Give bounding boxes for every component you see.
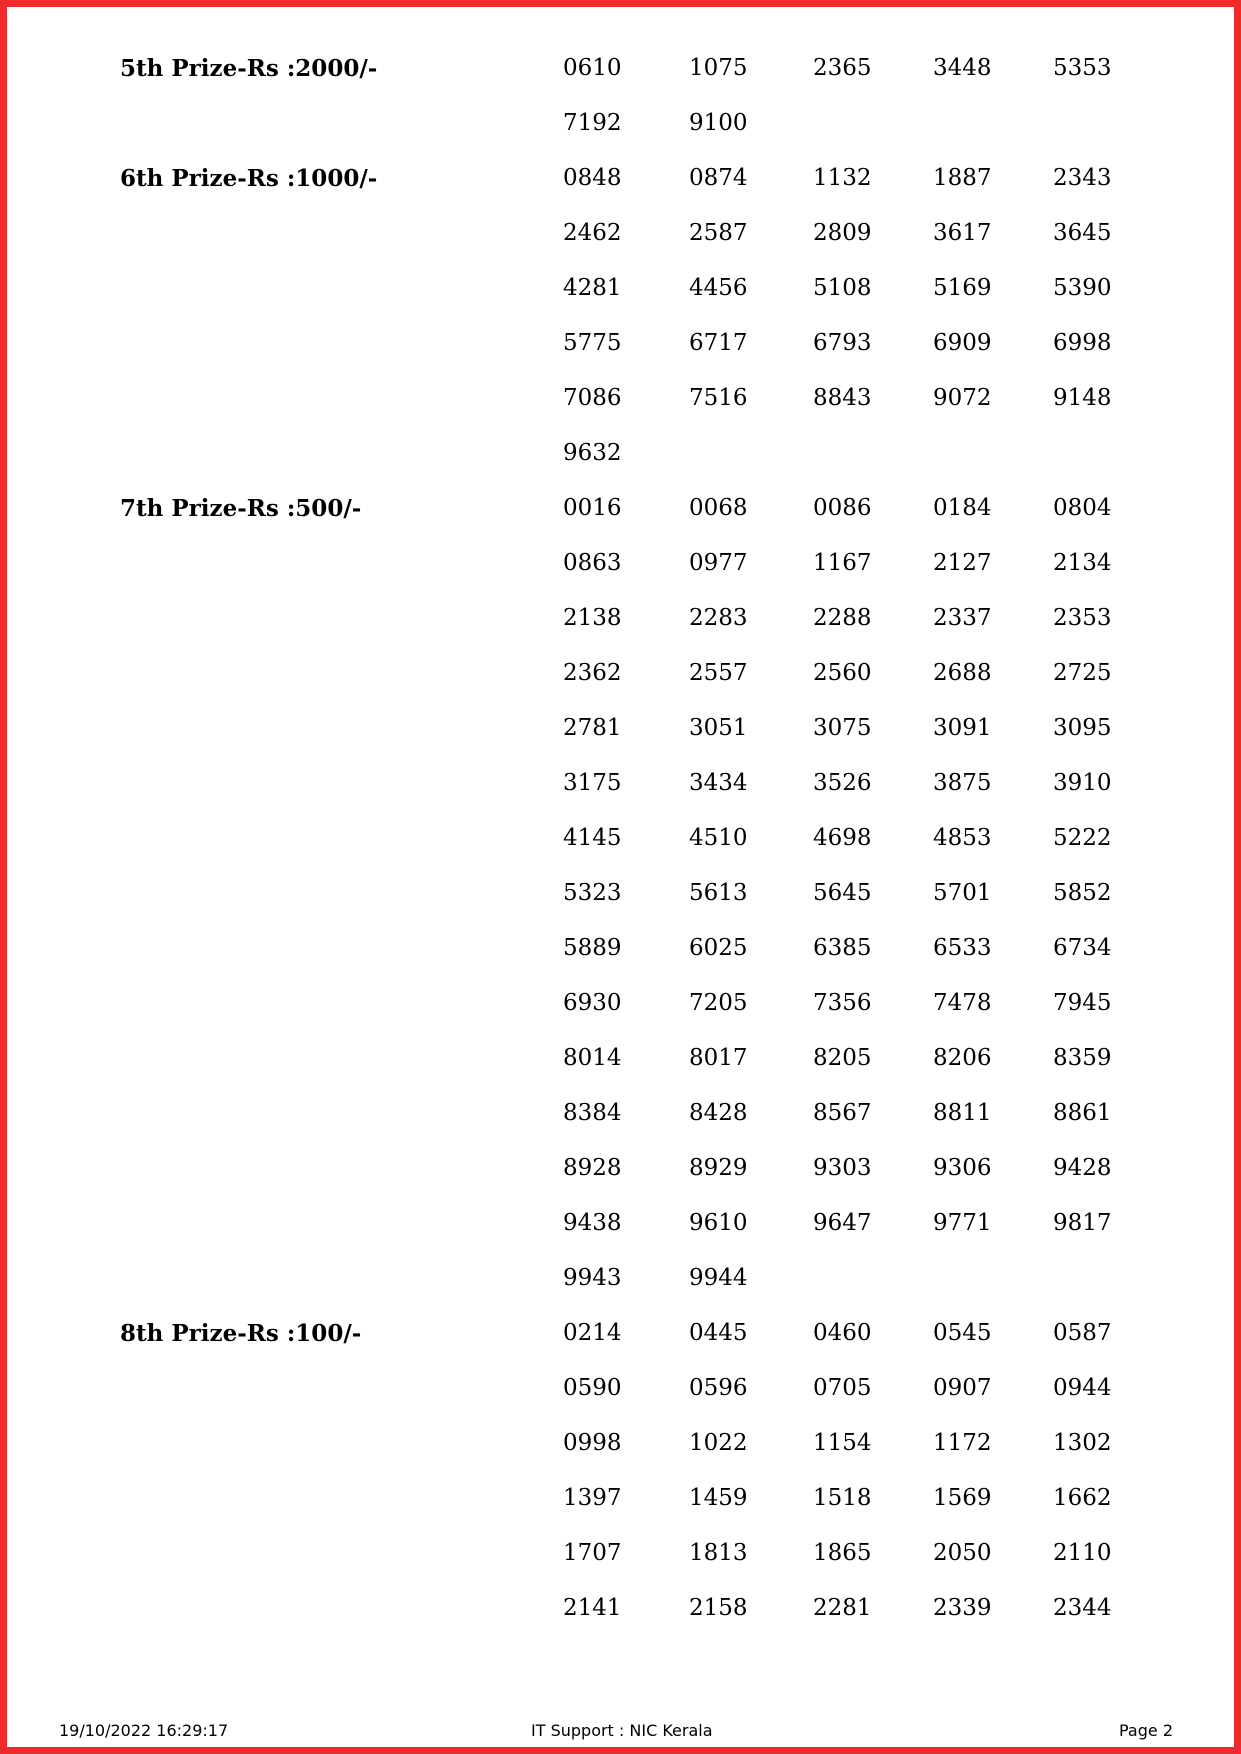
prize-row <box>7 262 1234 317</box>
footer-it-support: IT Support : NIC Kerala <box>531 1721 713 1740</box>
winning-number: 1075 <box>689 55 748 81</box>
winning-number: 2557 <box>689 660 748 686</box>
winning-number: 9632 <box>563 440 622 466</box>
winning-number: 3091 <box>933 715 992 741</box>
winning-number: 9438 <box>563 1210 622 1236</box>
prize-row <box>7 1197 1234 1252</box>
winning-number: 9148 <box>1053 385 1112 411</box>
winning-number: 1813 <box>689 1540 748 1566</box>
prize-label: 8th Prize-Rs :100/- <box>120 1320 362 1347</box>
winning-number: 3434 <box>689 770 748 796</box>
winning-number: 8205 <box>813 1045 872 1071</box>
winning-number: 4698 <box>813 825 872 851</box>
winning-number: 0705 <box>813 1375 872 1401</box>
winning-number: 0016 <box>563 495 622 521</box>
winning-number: 2809 <box>813 220 872 246</box>
prize-row <box>7 1142 1234 1197</box>
winning-number: 0445 <box>689 1320 748 1346</box>
winning-number: 0874 <box>689 165 748 191</box>
winning-number: 3875 <box>933 770 992 796</box>
winning-number: 4853 <box>933 825 992 851</box>
winning-number: 9610 <box>689 1210 748 1236</box>
winning-number: 5169 <box>933 275 992 301</box>
winning-number: 2288 <box>813 605 872 631</box>
winning-number: 2339 <box>933 1595 992 1621</box>
prize-row <box>7 152 1234 207</box>
winning-number: 3051 <box>689 715 748 741</box>
prize-row <box>7 702 1234 757</box>
winning-number: 7516 <box>689 385 748 411</box>
winning-number: 0944 <box>1053 1375 1112 1401</box>
winning-number: 1662 <box>1053 1485 1112 1511</box>
prize-row <box>7 427 1234 482</box>
prize-row <box>7 1472 1234 1527</box>
winning-number: 4456 <box>689 275 748 301</box>
winning-number: 6998 <box>1053 330 1112 356</box>
prize-row <box>7 757 1234 812</box>
winning-number: 0863 <box>563 550 622 576</box>
winning-number: 2337 <box>933 605 992 631</box>
winning-number: 8811 <box>933 1100 992 1126</box>
winning-number: 8928 <box>563 1155 622 1181</box>
winning-number: 5852 <box>1053 880 1112 906</box>
winning-number: 8843 <box>813 385 872 411</box>
winning-number: 3910 <box>1053 770 1112 796</box>
winning-number: 9428 <box>1053 1155 1112 1181</box>
prize-row <box>7 1252 1234 1307</box>
winning-number: 6717 <box>689 330 748 356</box>
prize-row <box>7 372 1234 427</box>
winning-number: 2283 <box>689 605 748 631</box>
winning-number: 2158 <box>689 1595 748 1621</box>
prize-row <box>7 1417 1234 1472</box>
winning-number: 2344 <box>1053 1595 1112 1621</box>
winning-number: 2343 <box>1053 165 1112 191</box>
winning-number: 3175 <box>563 770 622 796</box>
winning-number: 5645 <box>813 880 872 906</box>
prize-label: 6th Prize-Rs :1000/- <box>120 165 378 192</box>
winning-number: 0587 <box>1053 1320 1112 1346</box>
winning-number: 4510 <box>689 825 748 851</box>
prize-row <box>7 317 1234 372</box>
winning-number: 1022 <box>689 1430 748 1456</box>
winning-number: 5701 <box>933 880 992 906</box>
winning-number: 0848 <box>563 165 622 191</box>
winning-number: 6793 <box>813 330 872 356</box>
winning-number: 6025 <box>689 935 748 961</box>
winning-number: 8428 <box>689 1100 748 1126</box>
winning-number: 5775 <box>563 330 622 356</box>
prize-row <box>7 537 1234 592</box>
winning-number: 1887 <box>933 165 992 191</box>
winning-number: 0998 <box>563 1430 622 1456</box>
winning-number: 2050 <box>933 1540 992 1566</box>
winning-number: 2134 <box>1053 550 1112 576</box>
winning-number: 2138 <box>563 605 622 631</box>
winning-number: 8384 <box>563 1100 622 1126</box>
winning-number: 3645 <box>1053 220 1112 246</box>
prize-row <box>7 1362 1234 1417</box>
winning-number: 9100 <box>689 110 748 136</box>
winning-number: 9647 <box>813 1210 872 1236</box>
winning-number: 9944 <box>689 1265 748 1291</box>
winning-number: 7356 <box>813 990 872 1016</box>
winning-number: 2110 <box>1053 1540 1112 1566</box>
prize-row <box>7 1087 1234 1142</box>
winning-number: 6909 <box>933 330 992 356</box>
prize-row <box>7 482 1234 537</box>
winning-number: 2587 <box>689 220 748 246</box>
prize-row <box>7 977 1234 1032</box>
winning-number: 9306 <box>933 1155 992 1181</box>
winning-number: 9943 <box>563 1265 622 1291</box>
prize-row <box>7 592 1234 647</box>
winning-number: 7205 <box>689 990 748 1016</box>
winning-number: 0545 <box>933 1320 992 1346</box>
winning-number: 9817 <box>1053 1210 1112 1236</box>
winning-number: 8014 <box>563 1045 622 1071</box>
winning-number: 1707 <box>563 1540 622 1566</box>
winning-number: 1154 <box>813 1430 872 1456</box>
winning-number: 2281 <box>813 1595 872 1621</box>
winning-number: 0804 <box>1053 495 1112 521</box>
winning-number: 7478 <box>933 990 992 1016</box>
winning-number: 6734 <box>1053 935 1112 961</box>
winning-number: 3095 <box>1053 715 1112 741</box>
winning-number: 1172 <box>933 1430 992 1456</box>
winning-number: 5108 <box>813 275 872 301</box>
prize-row <box>7 647 1234 702</box>
prize-row <box>7 1307 1234 1362</box>
winning-number: 7192 <box>563 110 622 136</box>
footer-timestamp: 19/10/2022 16:29:17 <box>59 1721 229 1740</box>
winning-number: 2781 <box>563 715 622 741</box>
winning-number: 0086 <box>813 495 872 521</box>
winning-number: 7086 <box>563 385 622 411</box>
footer-page-number: Page 2 <box>1119 1721 1173 1740</box>
winning-number: 0977 <box>689 550 748 576</box>
winning-number: 3075 <box>813 715 872 741</box>
winning-number: 8017 <box>689 1045 748 1071</box>
winning-number: 9303 <box>813 1155 872 1181</box>
winning-number: 1865 <box>813 1540 872 1566</box>
winning-number: 0068 <box>689 495 748 521</box>
winning-number: 2353 <box>1053 605 1112 631</box>
winning-number: 2127 <box>933 550 992 576</box>
winning-number: 6930 <box>563 990 622 1016</box>
winning-number: 8206 <box>933 1045 992 1071</box>
winning-number: 8567 <box>813 1100 872 1126</box>
winning-number: 0596 <box>689 1375 748 1401</box>
winning-number: 1302 <box>1053 1430 1112 1456</box>
winning-number: 2725 <box>1053 660 1112 686</box>
winning-number: 1397 <box>563 1485 622 1511</box>
winning-number: 8359 <box>1053 1045 1112 1071</box>
winning-number: 9072 <box>933 385 992 411</box>
winning-number: 5353 <box>1053 55 1112 81</box>
winning-number: 2462 <box>563 220 622 246</box>
winning-number: 5613 <box>689 880 748 906</box>
winning-number: 5222 <box>1053 825 1112 851</box>
winning-number: 0907 <box>933 1375 992 1401</box>
winning-number: 3448 <box>933 55 992 81</box>
winning-number: 8861 <box>1053 1100 1112 1126</box>
winning-number: 1569 <box>933 1485 992 1511</box>
prize-row <box>7 1032 1234 1087</box>
winning-number: 0460 <box>813 1320 872 1346</box>
winning-number: 5390 <box>1053 275 1112 301</box>
winning-number: 3526 <box>813 770 872 796</box>
prize-row <box>7 922 1234 977</box>
winning-number: 5323 <box>563 880 622 906</box>
winning-number: 1132 <box>813 165 872 191</box>
winning-number: 0214 <box>563 1320 622 1346</box>
winning-number: 9771 <box>933 1210 992 1236</box>
winning-number: 6385 <box>813 935 872 961</box>
prize-row <box>7 867 1234 922</box>
winning-number: 0610 <box>563 55 622 81</box>
prize-row <box>7 42 1234 97</box>
winning-number: 3617 <box>933 220 992 246</box>
winning-number: 0184 <box>933 495 992 521</box>
winning-number: 2365 <box>813 55 872 81</box>
winning-number: 2141 <box>563 1595 622 1621</box>
winning-number: 2688 <box>933 660 992 686</box>
winning-number: 4281 <box>563 275 622 301</box>
prize-label: 5th Prize-Rs :2000/- <box>120 55 378 82</box>
prize-row <box>7 812 1234 867</box>
winning-number: 4145 <box>563 825 622 851</box>
prize-results <box>7 42 1234 1637</box>
winning-number: 6533 <box>933 935 992 961</box>
winning-number: 0590 <box>563 1375 622 1401</box>
winning-number: 1459 <box>689 1485 748 1511</box>
prize-row <box>7 207 1234 262</box>
winning-number: 1518 <box>813 1485 872 1511</box>
winning-number: 1167 <box>813 550 872 576</box>
winning-number: 7945 <box>1053 990 1112 1016</box>
winning-number: 8929 <box>689 1155 748 1181</box>
prize-row <box>7 97 1234 152</box>
winning-number: 2362 <box>563 660 622 686</box>
prize-row <box>7 1582 1234 1637</box>
winning-number: 2560 <box>813 660 872 686</box>
winning-number: 5889 <box>563 935 622 961</box>
prize-label: 7th Prize-Rs :500/- <box>120 495 362 522</box>
prize-row <box>7 1527 1234 1582</box>
